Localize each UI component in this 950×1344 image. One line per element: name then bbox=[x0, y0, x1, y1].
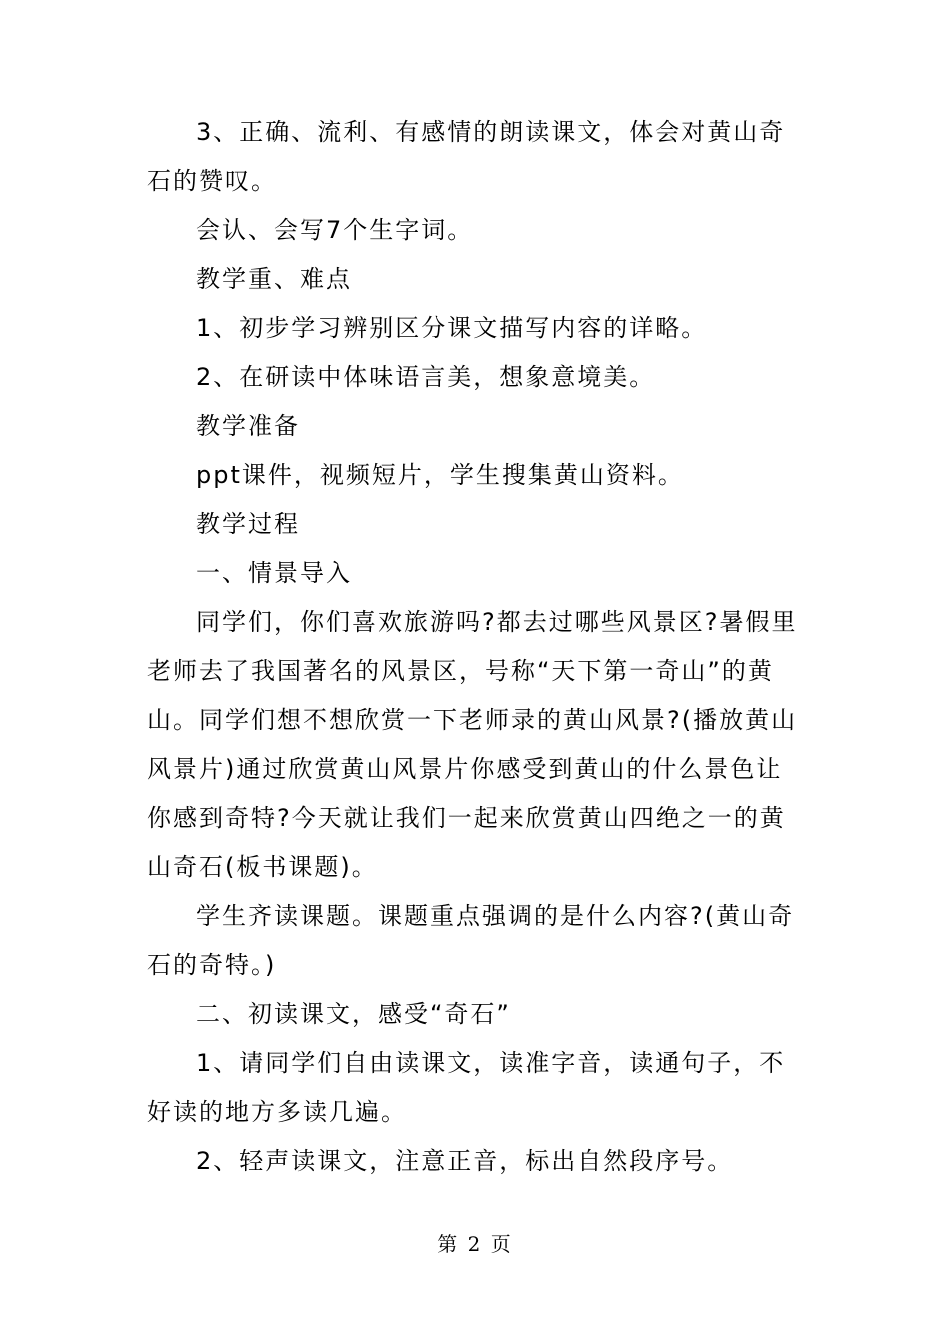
document-body bbox=[147, 108, 807, 1186]
paragraph-step-2: 2、轻声读课文，注意正音，标出自然段序号。 bbox=[196, 1147, 734, 1175]
paragraph-step-1: 1、请同学们自由读课文，读准字音，读通句子，不好读的地方多读几遍。 bbox=[147, 1049, 786, 1126]
heading-key-points: 教学重、难点 bbox=[196, 265, 352, 293]
heading-section-2: 二、初读课文，感受“奇石” bbox=[196, 1000, 511, 1028]
heading-preparation: 教学准备 bbox=[196, 412, 300, 440]
paragraph-preparation: ppt课件，视频短片，学生搜集黄山资料。 bbox=[196, 461, 684, 489]
page-number: 第 2 页 bbox=[437, 1232, 513, 1256]
paragraph-key-point-1: 1、初步学习辨别区分课文描写内容的详略。 bbox=[196, 314, 708, 342]
paragraph-key-point-2: 2、在研读中体味语言美，想象意境美。 bbox=[196, 363, 656, 391]
paragraph-read-title: 学生齐读课题。课题重点强调的是什么内容?(黄山奇石的奇特。) bbox=[147, 902, 795, 979]
paragraph-introduction: 同学们，你们喜欢旅游吗?都去过哪些风景区?暑假里老师去了我国著名的风景区，号称“天下第一奇山”的黄山。同学们想不想欣赏一下老师录的黄山风景?(播放黄山风景片)通过欣赏黄山风景片你感受到黄山的什么景色让你感到奇特?今天就让我们一起来欣赏黄山四绝之一的黄山奇石(板书课题)。 bbox=[147, 608, 798, 881]
heading-section-1: 一、情景导入 bbox=[196, 559, 352, 587]
heading-process: 教学过程 bbox=[196, 510, 300, 538]
paragraph-characters: 会认、会写7个生字词。 bbox=[196, 216, 474, 244]
paragraph-objective-3: 3、正确、流利、有感情的朗读课文，体会对黄山奇石的赞叹。 bbox=[147, 118, 786, 195]
